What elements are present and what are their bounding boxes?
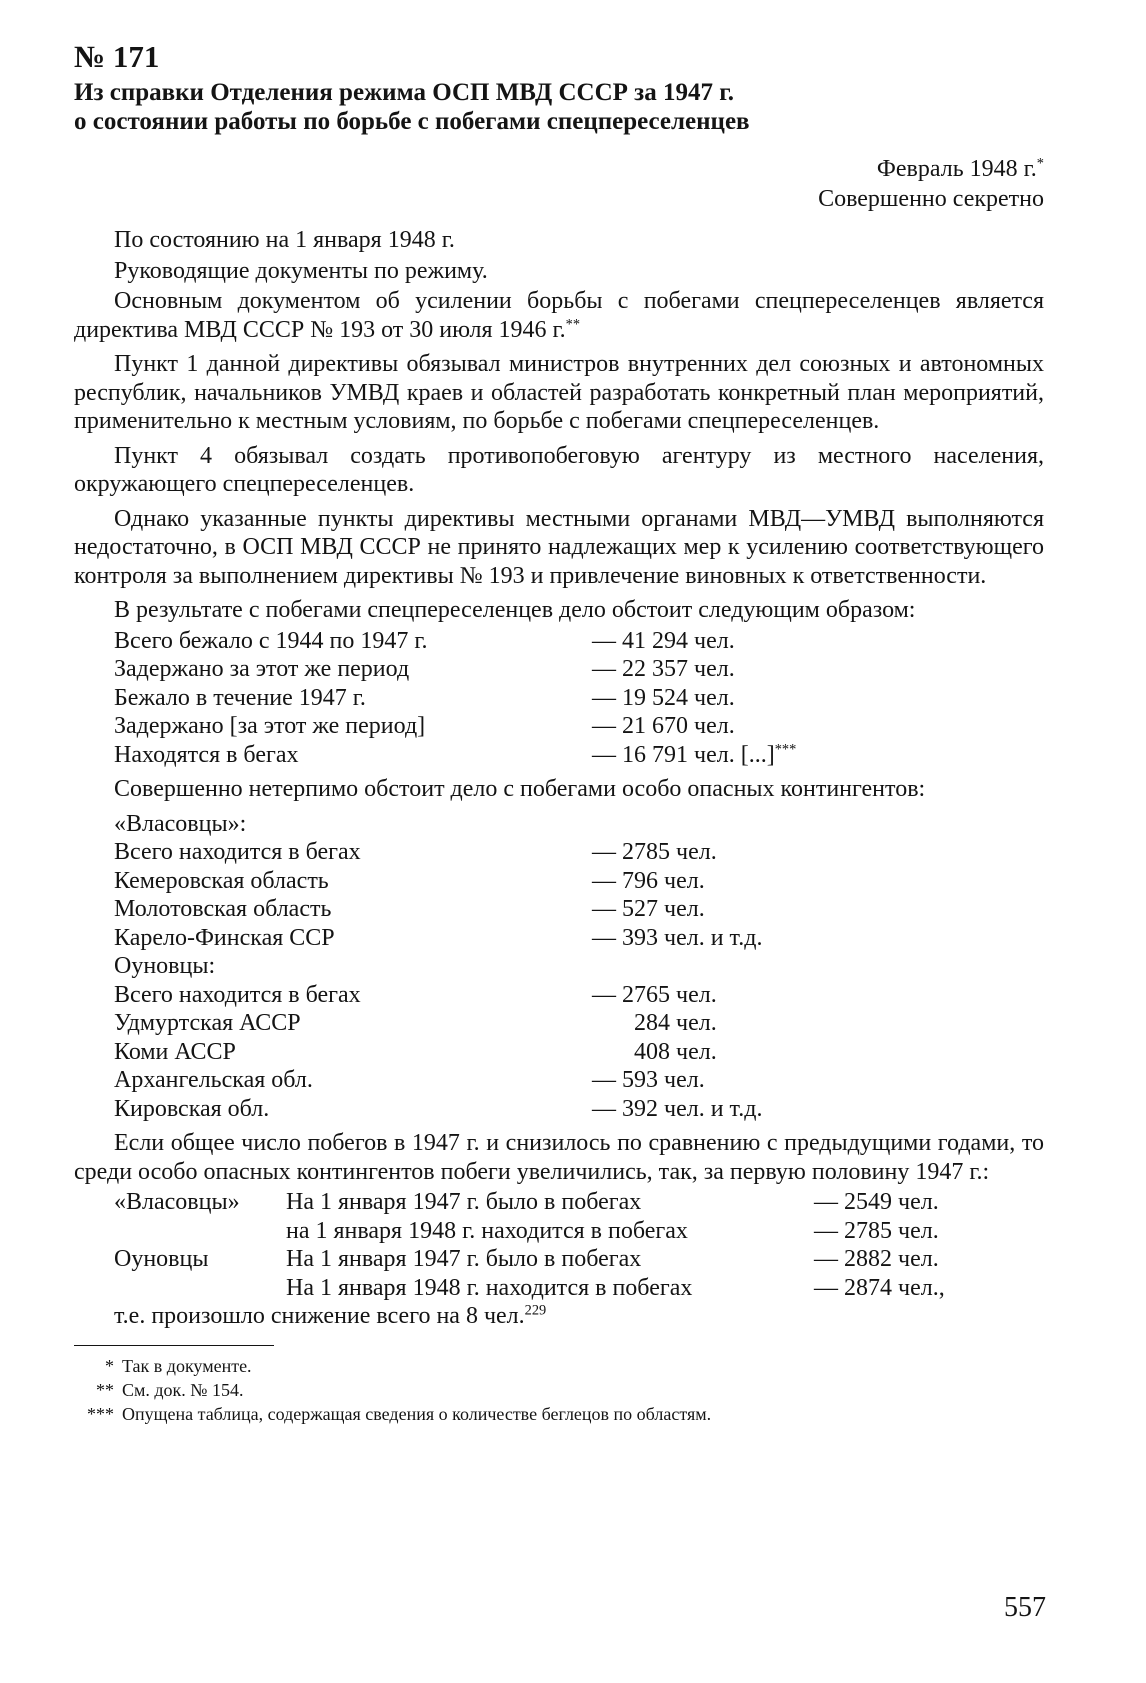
paragraph: Однако указанные пункты директивы местными органами МВД—УМВД выполняются недостаточно, в ОСП МВД СССР не принято надлежащих мер к усилению соответствующего контроля за выполнением директивы № 193 и привлечение виновных к ответственности. bbox=[74, 505, 1044, 589]
footnote: ** См. док. № 154. bbox=[96, 1379, 244, 1400]
table-row: Всего находится в бегах — 2785 чел. bbox=[114, 839, 717, 865]
document-title bbox=[74, 78, 1044, 136]
table-row: Задержано за этот же период — 22 357 чел. bbox=[114, 656, 735, 682]
table-row: на 1 января 1948 г. находится в побегах — 2785 чел. bbox=[286, 1217, 939, 1244]
table-row: Архангельская обл. — 593 чел. bbox=[114, 1067, 705, 1093]
document-page bbox=[74, 40, 1044, 1426]
footnote: * Так в документе. bbox=[105, 1355, 252, 1376]
escape-stats-table bbox=[114, 627, 796, 770]
paragraph: Пункт 4 обязывал создать противопобеговую агентуру из местного населения, окружающего спецпереселенцев. bbox=[74, 442, 1044, 497]
footnote-mark: 229 bbox=[524, 1302, 547, 1319]
table-row: Молотовская область — 527 чел. bbox=[114, 896, 705, 922]
table-row: Коми АССР 408 чел. bbox=[114, 1038, 717, 1065]
table-row: Всего находится в бегах — 2765 чел. bbox=[114, 981, 717, 1008]
table-row: Удмуртская АССР 284 чел. bbox=[114, 1010, 717, 1036]
date-footnote-mark: * bbox=[1036, 155, 1044, 172]
document-body bbox=[74, 226, 1044, 1331]
footnote: *** Опущена таблица, содержащая сведения о количестве беглецов по областям. bbox=[87, 1403, 712, 1424]
table-row: Карело-Финская ССР — 393 чел. и т.д. bbox=[114, 924, 763, 951]
table-row: Находятся в бегах — 16 791 чел. [...]*** bbox=[114, 740, 797, 768]
table-row: Кировская обл. — 392 чел. и т.д. bbox=[114, 1095, 763, 1122]
table-row: Оуновцы На 1 января 1947 г. было в побегах — 2882 чел. bbox=[114, 1246, 939, 1272]
title-line-1: Из справки Отделения режима ОСП МВД СССР за 1947 г. bbox=[74, 79, 734, 106]
paragraph: По состоянию на 1 января 1948 г. bbox=[114, 227, 455, 253]
paragraph: Совершенно нетерпимо обстоит дело с побегами особо опасных контингентов: bbox=[114, 776, 926, 802]
table-row: Кемеровская область — 796 чел. bbox=[114, 867, 705, 894]
document-date: Февраль 1948 г.* bbox=[876, 155, 1044, 182]
footnote-divider bbox=[74, 1345, 274, 1346]
document-number: № 171 bbox=[74, 39, 160, 74]
table-row: Задержано [за этот же период] — 21 670 чел. bbox=[114, 713, 735, 739]
paragraph: т.е. произошло снижение всего на 8 чел.$^{229}$ bbox=[114, 1302, 547, 1329]
document-meta bbox=[74, 154, 1044, 214]
paragraph: Пункт 1 данной директивы обязывал министров внутренних дел союзных и автономных республик, начальников УМВД краев и областей разработать конкретный план мероприятий, применительно к местным условиям, по борьбе с побегами спецпереселенцев. bbox=[74, 351, 1044, 434]
paragraph: Основным документом об усилении борьбы с побегами спецпереселенцев является директива МВД СССР № 193 от 30 июля 1946 г.** bbox=[74, 288, 1044, 343]
vlasov-header: «Власовцы»: bbox=[114, 810, 247, 837]
oun-header: Оуновцы: bbox=[114, 953, 216, 979]
title-line-2: о состоянии работы по борьбе с побегами спецпереселенцев bbox=[74, 108, 750, 135]
table-row: Всего бежало с 1944 по 1947 г. — 41 294 чел. bbox=[114, 627, 735, 654]
comparison-table bbox=[114, 1188, 945, 1302]
paragraph: Руководящие документы по режиму. bbox=[114, 257, 488, 284]
vlasov-stats-table bbox=[114, 838, 762, 952]
footnotes bbox=[87, 1354, 1044, 1426]
page-number: 557 bbox=[1004, 1592, 1046, 1623]
paragraph: Если общее число побегов в 1947 г. и снизилось по сравнению с предыдущими годами, то среди особо опасных контингентов побеги увеличились, так, за первую половину 1947 г.: bbox=[74, 1130, 1044, 1185]
oun-stats-table bbox=[114, 981, 762, 1124]
table-row: «Власовцы» На 1 января 1947 г. было в побегах — 2549 чел. bbox=[114, 1189, 939, 1215]
table-row: Бежало в течение 1947 г. — 19 524 чел. bbox=[114, 684, 735, 711]
paragraph: В результате с побегами спецпереселенцев дело обстоит следующим образом: bbox=[114, 597, 916, 623]
table-row: На 1 января 1948 г. находится в побегах — 2874 чел., bbox=[286, 1274, 945, 1301]
footnote-mark: ** bbox=[565, 315, 581, 332]
footnote-mark: *** bbox=[774, 740, 797, 757]
classification-label: Совершенно секретно bbox=[818, 186, 1044, 212]
